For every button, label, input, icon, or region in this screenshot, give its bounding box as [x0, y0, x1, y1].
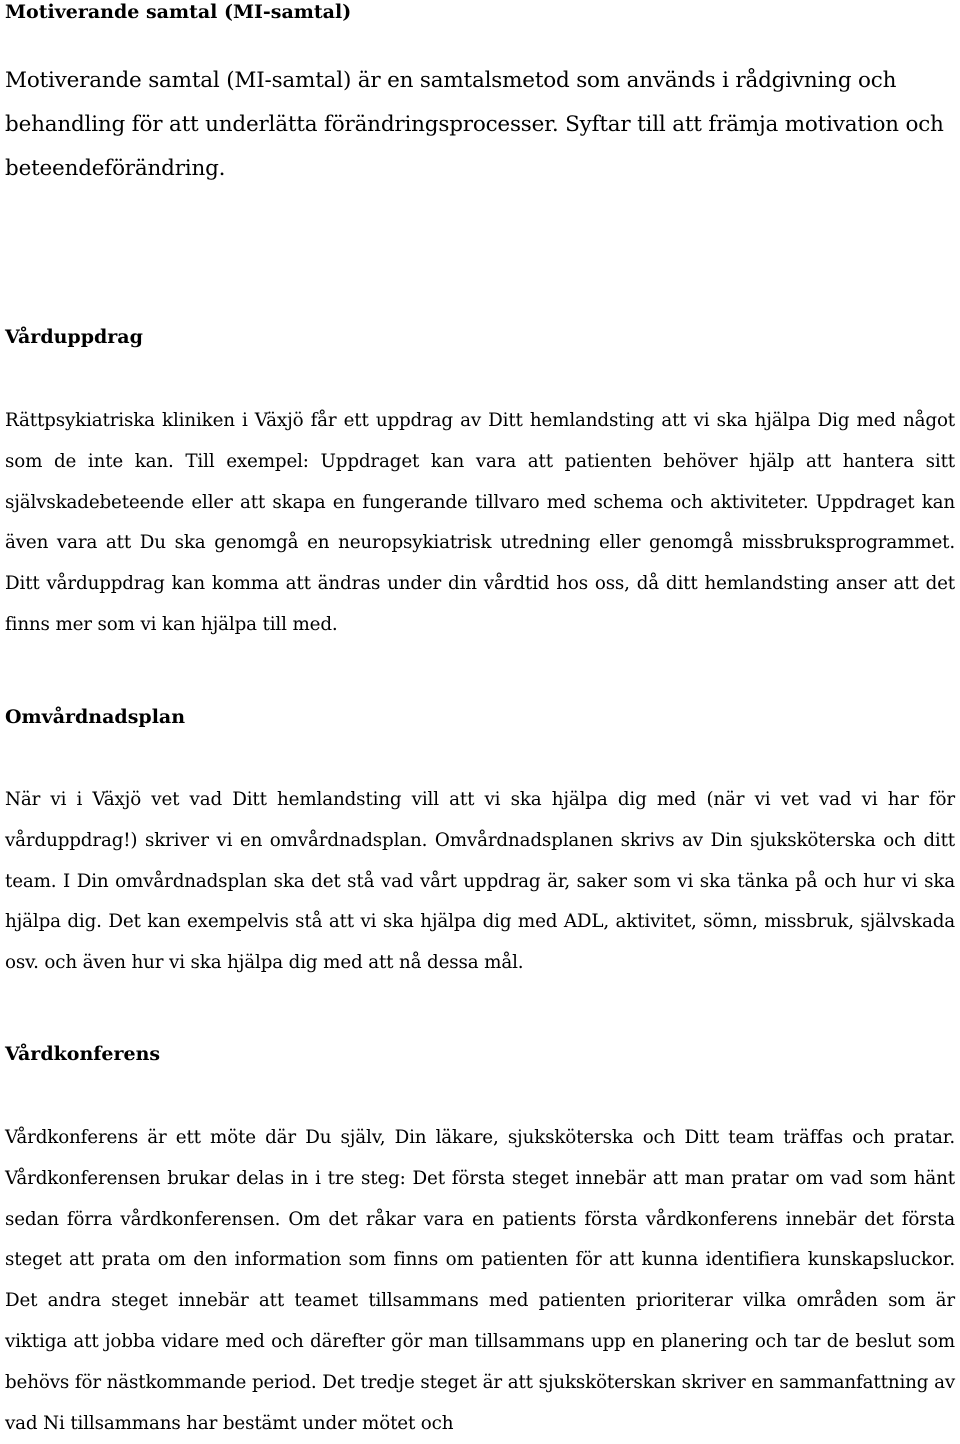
section-heading-omvardnadsplan: Omvårdnadsplan — [5, 706, 186, 728]
section-text-omvardnadsplan: När vi i Växjö vet vad Ditt hemlandsting vill att vi ska hjälpa dig med (när vi vet vad vi har för vårduppdrag!) skriver vi en omvårdnadsplan. Omvårdnadsplanen skrivs av Din sjuksköterska och ditt team. I Din omvårdnadsplan ska det stå vad vårt uppdrag är, saker som vi ska tänka på och hur vi ska hjälpa dig. Det kan exempelvis stå att vi ska hjälpa dig med ADL, aktivitet, sömn, missbruk, självskada osv. och även hur vi ska hjälpa dig med att nå dessa mål. — [5, 789, 955, 974]
section-heading-varduppdrag: Vårduppdrag — [5, 326, 143, 348]
section-text-vardkonferens: Vårdkonferens är ett möte där Du själv, Din läkare, sjuksköterska och Ditt team träffas och pratar. Vårdkonferensen brukar delas in i tre steg: Det första steget innebär att man pratar om vad som hänt sedan förra vårdkonferensen. Om det råkar vara en patients första vårdkonferens innebär det första steget att prata om den information som finns om patienten för att kunna identifiera kunskapsluckor. Det andra steget innebär att teamet tillsammans med patienten prioriterar vilka områden som är viktiga att jobba vidare med och därefter gör man tillsammans upp en planering och tar de beslut som behövs för nästkommande period. Det tredje steget är att sjuksköterskan skriver en sammanfattning av vad Ni tillsammans har bestämt under mötet och — [5, 1127, 955, 1434]
document-title: Motiverande samtal (MI-samtal) — [5, 1, 352, 23]
section-text-varduppdrag: Rättpsykiatriska kliniken i Växjö får ett uppdrag av Ditt hemlandsting att vi ska hjälpa Dig med något som de inte kan. Till exempel: Uppdraget kan vara att patienten behöver hjälp att hantera sitt självskadebeteende eller att skapa en fungerande tillvaro med schema och aktiviteter. Uppdraget kan även vara att Du ska genomgå en neuropsykiatrisk utredning eller genomgå missbruksprogrammet. Ditt vårduppdrag kan komma att ändras under din vårdtid hos oss, då ditt hemlandsting anser att det finns mer som vi kan hjälpa till med. — [5, 410, 955, 635]
intro-paragraph: Motiverande samtal (MI-samtal) är en samtalsmetod som används i rådgivning och behandling för att underlätta förändringsprocesser. Syftar till att främja motivation och beteendeförändring. — [5, 68, 944, 181]
section-heading-vardkonferens: Vårdkonferens — [5, 1043, 161, 1065]
